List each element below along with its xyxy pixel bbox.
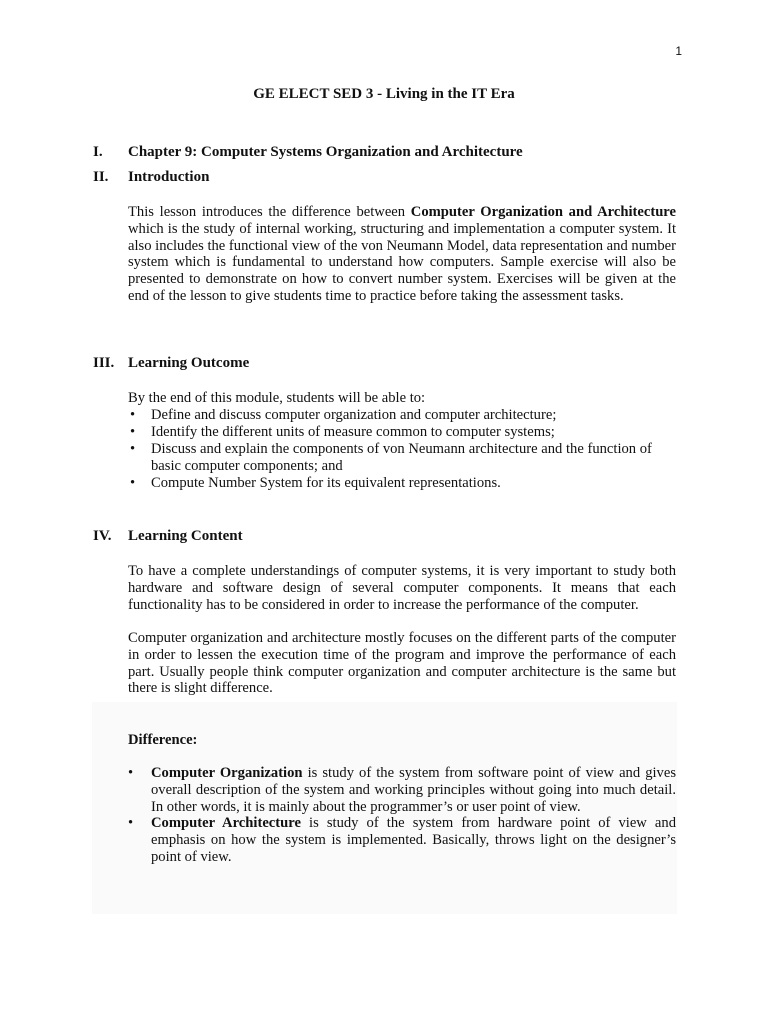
list-item-text: Identify the different units of measure common to computer systems; (151, 424, 555, 440)
section-number: IV. (93, 528, 112, 544)
list-item (128, 765, 676, 815)
bullet-icon: • (128, 815, 134, 832)
list-item (128, 407, 676, 424)
list-item-text: Compute Number System for its equivalent representations. (151, 475, 501, 491)
list-item-text: Define and discuss computer organization and computer architecture; (151, 407, 557, 423)
section-number: II. (93, 169, 109, 185)
section-title: Learning Content (128, 528, 243, 544)
bullet-icon: • (128, 765, 134, 781)
section-heading-introduction (93, 169, 209, 186)
section-heading-learning-content (93, 528, 243, 545)
list-item (128, 815, 676, 865)
section-title: Introduction (128, 169, 210, 185)
difference-text: is study of the system from hardware point of view and emphasis on how the system is implemented. Basically, throws light on the designer’s point of view. (151, 815, 676, 865)
page-number: 1 (675, 44, 682, 58)
difference-term: Computer Organization (151, 765, 303, 781)
learning-content-paragraph-2: Computer organization and architecture mostly focuses on the different parts of the computer in order to lessen the execution time of the program and improve the performance of each part. Usually people think computer organization and computer architecture is the same but there is slight difference. (128, 630, 676, 697)
list-item (128, 441, 676, 475)
section-number: III. (93, 355, 115, 371)
list-item-text: Discuss and explain the components of von Neumann architecture and the function of basic computer components; and (151, 441, 652, 474)
learning-outcome-list (128, 407, 676, 492)
section-number: I. (93, 144, 103, 160)
introduction-paragraph (128, 204, 676, 305)
learning-content-paragraph-1: To have a complete understandings of computer systems, it is very important to study both hardware and software design of several computer components. It means that each functionality has to be considered in order to increase the performance of the computer. (128, 563, 676, 613)
section-title: Chapter 9: Computer Systems Organization and Architecture (128, 144, 523, 160)
difference-text: is study of the system from software point of view and gives overall description of the system and working principles without going into much detail. In other words, it is mainly about the programmer’s or user point of view. (151, 765, 676, 815)
bullet-icon: • (130, 407, 136, 423)
section-heading-learning-outcome (93, 355, 249, 372)
section-title: Learning Outcome (128, 355, 250, 371)
intro-text: This lesson introduces the difference between (128, 204, 411, 220)
section-heading-chapter (93, 144, 523, 161)
list-item (128, 424, 676, 441)
intro-text: which is the study of internal working, structuring and implementation a computer system. It also includes the functional view of the von Neumann Model, data representation and number system which is fundamental to understand how computers. Sample exercise will also be presented to demonstrate on how to convert number system. Exercises will be given at the end of the lesson to give students time to practice before taking the assessment tasks. (128, 220, 676, 304)
document-title: GE ELECT SED 3 - Living in the IT Era (253, 86, 515, 102)
bullet-icon: • (130, 475, 136, 491)
difference-list (128, 765, 676, 866)
bullet-icon: • (130, 441, 136, 457)
learning-outcome-lead: By the end of this module, students will be able to: (128, 390, 426, 406)
intro-bold-term: Computer Organization and Architecture (410, 204, 676, 220)
bullet-icon: • (130, 424, 136, 440)
difference-term: Computer Architecture (151, 815, 301, 832)
list-item (128, 475, 676, 492)
difference-heading: Difference: (128, 732, 198, 748)
